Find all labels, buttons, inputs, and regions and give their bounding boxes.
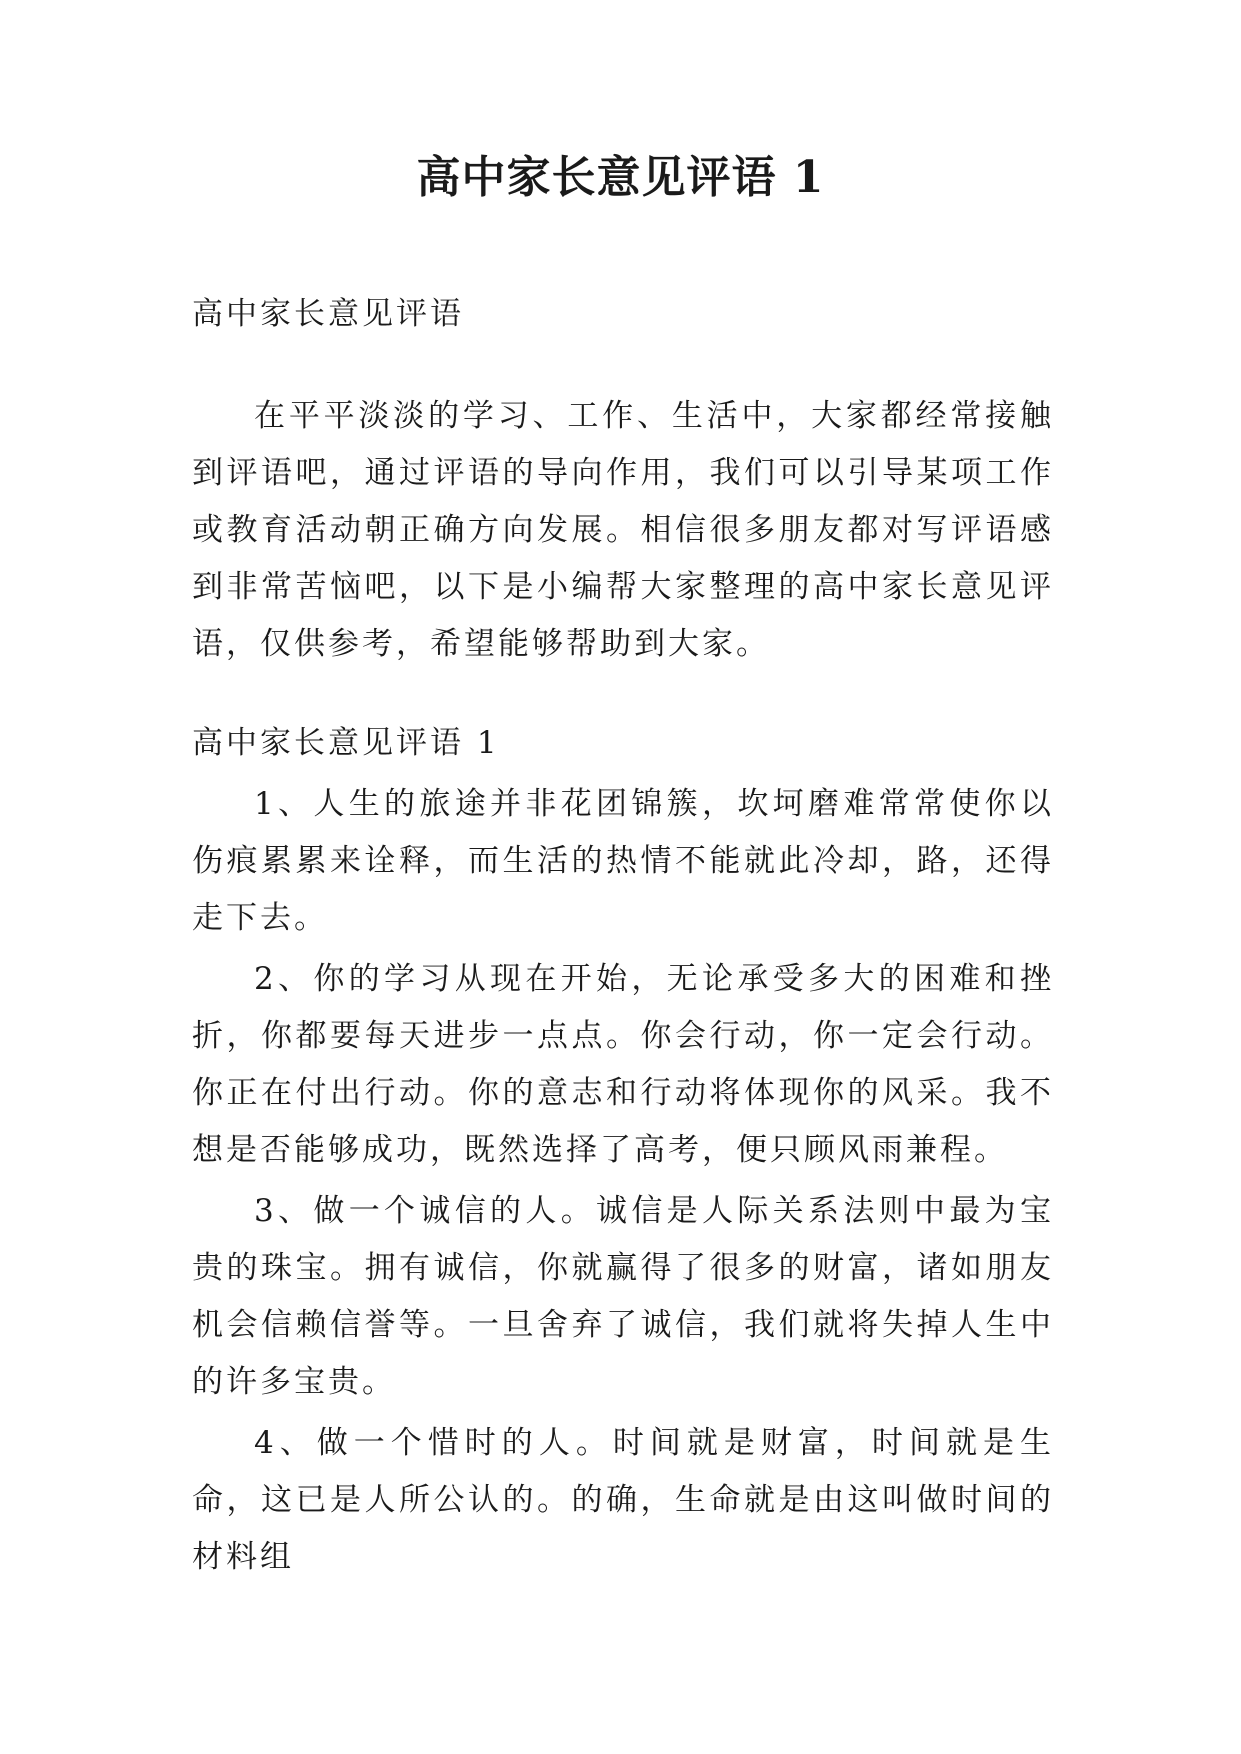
document-subtitle: 高中家长意见评语: [192, 296, 464, 332]
intro-paragraph: 在平平淡淡的学习、工作、生活中，大家都经常接触到评语吧，通过评语的导向作用，我们可以引导某项工作或教育活动朝正确方向发展。相信很多朋友都对写评语感到非常苦恼吧，以下是小编帮大家整理的高中家长意见评语，仅供参考，希望能够帮助到大家。: [192, 398, 1054, 662]
document-body: [192, 286, 1054, 1586]
list-item: 3、做一个诚信的人。诚信是人际关系法则中最为宝贵的珠宝。拥有诚信，你就赢得了很多的财富，诸如朋友机会信赖信誉等。一旦舍弃了诚信，我们就将失掉人生中的许多宝贵。: [192, 1193, 1054, 1400]
section-heading: 高中家长意见评语 1: [192, 725, 500, 761]
document-title: 高中家长意见评语 1: [416, 152, 825, 203]
list-item: 2、你的学习从现在开始，无论承受多大的困难和挫折，你都要每天进步一点点。你会行动，你一定会行动。你正在付出行动。你的意志和行动将体现你的风采。我不想是否能够成功，既然选择了高考，便只顾风雨兼程。: [192, 961, 1054, 1168]
list-item: 1、人生的旅途并非花团锦簇，坎坷磨难常常使你以伤痕累累来诠释，而生活的热情不能就此冷却，路，还得走下去。: [192, 786, 1054, 936]
list-item: 4、做一个惜时的人。时间就是财富，时间就是生命，这已是人所公认的。的确，生命就是由这叫做时间的材料组: [192, 1425, 1054, 1575]
